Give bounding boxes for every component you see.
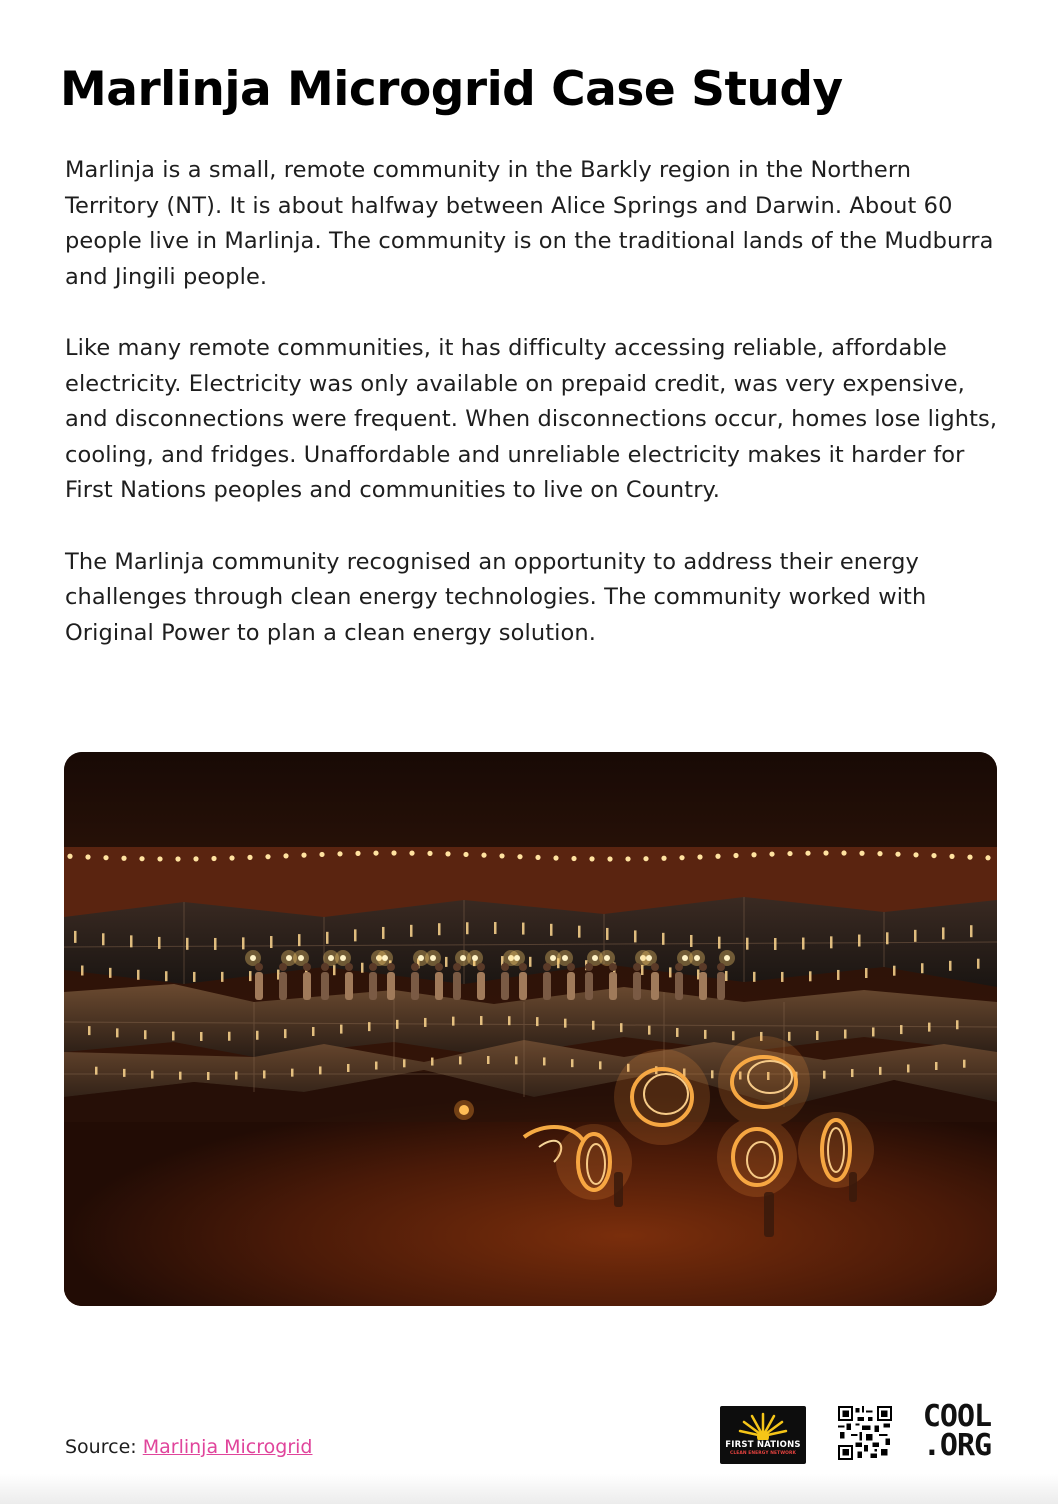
paragraph-electricity: Like many remote communities, it has difficulty accessing reliable, affordable electricity. Electricity was only available on prepaid credit, was very expensive, and disconnections were frequent. When disconnections occur, homes lose lights, cooling, and fridges. Unaffordable and unreliable electricity makes it harder for First Nations peoples and communities to live on Country. (65, 335, 998, 503)
cool-org-logo-line2: .ORG (922, 1428, 992, 1463)
first-nations-logo-line1: FIRST NATIONS (725, 1440, 801, 1450)
cool-org-logo-line1: COOL (922, 1399, 992, 1434)
paragraph-intro: Marlinja is a small, remote community in the Barkly region in the Northern Territory (NT). It is about halfway between Alice Springs and Darwin. About 60 people live in Marlinja. The community is on the traditional lands of the Mudburra and Jingili people. (65, 157, 994, 290)
page-bottom-shade (0, 1474, 1058, 1504)
first-nations-logo-line2: CLEAN ENERGY NETWORK (730, 1451, 796, 1456)
qr-code-icon (838, 1406, 892, 1460)
cool-org-logo (913, 1399, 1001, 1463)
body-text (65, 153, 1000, 687)
first-nations-logo (720, 1406, 806, 1464)
source-line (65, 1436, 312, 1458)
solar-array-photo (64, 752, 997, 1306)
sunburst-icon (720, 1406, 806, 1440)
paragraph-solution: The Marlinja community recognised an opportunity to address their energy challenges through clean energy technologies. The community worked with Original Power to plan a clean energy solution. (65, 548, 927, 646)
page-title: Marlinja Microgrid Case Study (60, 62, 843, 117)
source-link[interactable]: Marlinja Microgrid (142, 1436, 313, 1458)
source-label: Source: (65, 1436, 137, 1458)
